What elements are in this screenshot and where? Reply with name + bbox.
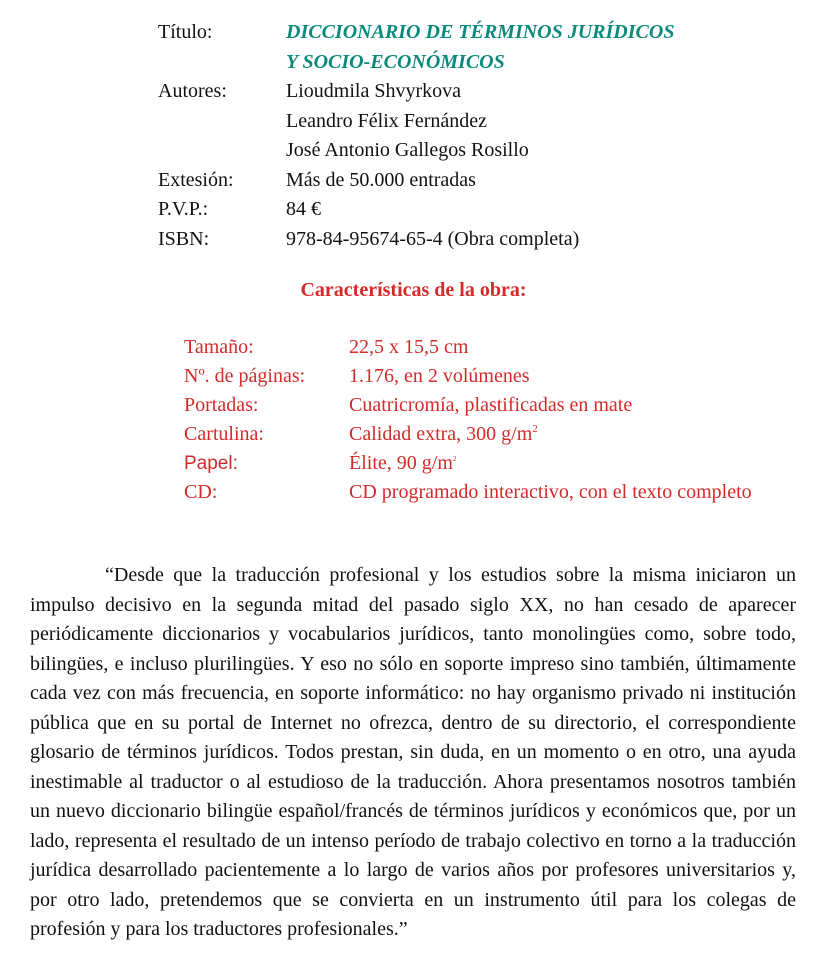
feature-row [184, 391, 752, 420]
isbn-row [158, 225, 674, 255]
book-title-line2: Y SOCIO-ECONÓMICOS [286, 50, 505, 73]
isbn-label: ISBN: [158, 227, 210, 250]
feature-row [184, 333, 752, 362]
feature-row [184, 362, 752, 391]
feature-row [184, 420, 752, 449]
feature-value: Cuatricromía, plastificadas en mate [349, 394, 633, 416]
feature-label: Papel: [184, 453, 238, 474]
authors-list [286, 77, 529, 166]
feature-value: CD programado interactivo, con el texto completo [349, 481, 752, 503]
author-name: José Antonio Gallegos Rosillo [286, 139, 529, 161]
feature-row [184, 449, 752, 478]
feature-value-text: Élite, 90 g/m [349, 452, 453, 474]
extension-value: Más de 50.000 entradas [286, 168, 476, 191]
price-label: P.V.P.: [158, 198, 209, 220]
book-info [158, 18, 674, 254]
superscript: 2 [452, 455, 457, 463]
quote-paragraph [30, 561, 796, 945]
feature-label: Cartulina: [184, 423, 264, 445]
title-label: Título: [158, 21, 213, 43]
feature-value: 1.176, en 2 volúmenes [349, 365, 530, 387]
authors-label: Autores: [158, 80, 227, 102]
book-title [286, 18, 674, 77]
superscript: 2 [532, 423, 538, 435]
extension-row [158, 166, 674, 196]
extension-label: Extesión: [158, 168, 234, 191]
feature-label: Portadas: [184, 394, 259, 416]
authors-row [158, 77, 674, 166]
feature-label: CD: [184, 481, 218, 503]
feature-value: 22,5 x 15,5 cm [349, 336, 469, 358]
feature-value [349, 420, 538, 449]
feature-value-text: Calidad extra, 300 g/m [349, 423, 533, 445]
features-list [184, 333, 752, 507]
author-name: Leandro Félix Fernández [286, 109, 488, 132]
feature-value [349, 449, 456, 478]
feature-row [184, 478, 752, 507]
price-row [158, 195, 674, 225]
book-title-line1: DICCIONARIO DE TÉRMINOS JURÍDICOS [286, 21, 675, 43]
feature-label: Nº. de páginas: [184, 365, 306, 387]
quote-text: “Desde que la traducción profesional y los estudios sobre la misma iniciaron un impulso decisivo en la segunda mitad del pasado siglo XX, no han cesado de aparecer periódicamente diccionarios y vocabularios jurídicos, tanto monolingües como, sobre todo, bilingües, e incluso plurilingües. Y eso no sólo en soporte impreso sino también, últimamente cada vez con más frecuencia, en soporte informático: no hay organismo privado ni institución pública que en su portal de Internet no ofrezca, dentro de su directorio, el correspondiente glosario de términos jurídicos. Todos prestan, sin duda, en un momento o en otro, una ayuda inestimable al traductor o al estudioso de la traducción. Ahora presentamos nosotros también un nuevo diccionario bilingüe español/francés de términos jurídicos y económicos que, por un lado, representa el resultado de un intenso período de trabajo colectivo en torno a la traducción jurídica desarrollado pacientemente a lo largo de varios años por profesores universitarios y, por otro lado, pretendemos que se convierta en un instrumento útil para los colegas de profesión y para los traductores profesionales.” [30, 564, 796, 940]
price-value: 84 € [286, 198, 321, 220]
feature-label: Tamaño: [184, 336, 254, 358]
author-name: Lioudmila Shvyrkova [286, 80, 461, 102]
title-row [158, 18, 674, 77]
isbn-value: 978-84-95674-65-4 (Obra completa) [286, 227, 580, 250]
features-heading: Características de la obra: [300, 279, 527, 301]
